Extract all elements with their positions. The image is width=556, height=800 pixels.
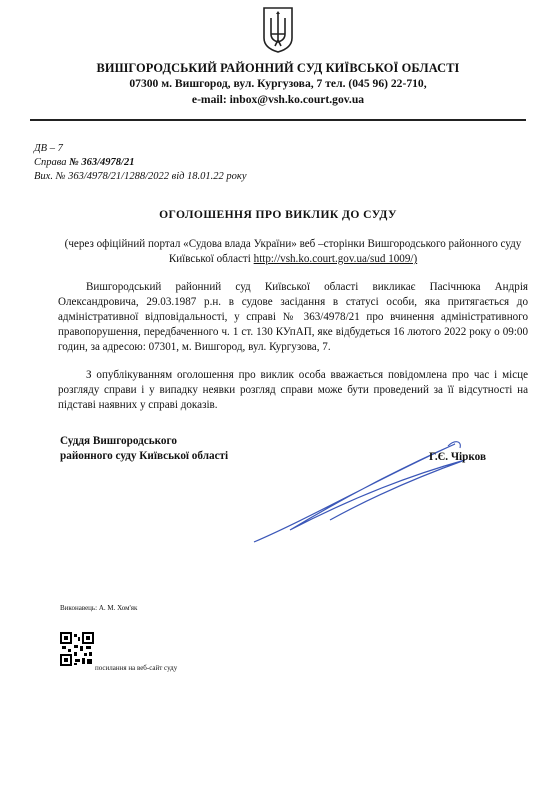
signature-title	[60, 434, 228, 464]
court-website-link[interactable]: http://vsh.ko.court.gov.ua/sud 1009/)	[253, 253, 418, 265]
case-number: № 363/4978/21	[69, 157, 135, 168]
notice-paragraph-2	[58, 368, 528, 413]
qr-caption: посилання на веб-сайт суду	[95, 664, 178, 672]
signature-title-line-1: Суддя Вишгородського	[60, 435, 177, 447]
case-prefix: Справа	[34, 157, 70, 168]
coat-of-arms-icon	[262, 6, 294, 54]
header-divider	[30, 119, 526, 121]
court-name: ВИШГОРОДСЬКИЙ РАЙОННИЙ СУД КИЇВСЬКОЇ ОБЛАСТІ	[96, 61, 460, 75]
qr-code-icon	[60, 632, 94, 666]
notice-paragraph-1	[58, 280, 528, 355]
court-email: e-mail: inbox@vsh.ko.court.gov.ua	[191, 93, 365, 106]
judge-name: Г.Є. Чірков	[429, 451, 487, 463]
notice-subtitle	[58, 237, 528, 267]
outgoing-number: Вих. № 363/4978/21/1288/2022 від 18.01.22 року	[34, 171, 247, 182]
paragraph-1-text: Вишгородський районний суд Київської області викликає Пасічнюка Андрія Олександровича, 29.03.1987 р.н. в судове засідання в статусі особи, яка притягається до адміністративної відповідальності, у справі № 363/4978/21 про вчинення адміністративного правопорушення, передбаченного ч. 1 ст. 130 КУпАП, яке відбудеться 16 лютого 2022 року о 09:00 годин, за адресою: 07301, м. Вишгород, вул. Кургузова, 7.	[58, 281, 528, 353]
court-address: 07300 м. Вишгород, вул. Кургузова, 7 тел. (045 96) 22-710,	[129, 77, 427, 90]
paragraph-2-text: З опублікуванням оголошення про виклик особа вважається повідомлена про час і місце розгляду справи і у випадку неявки розгляд справи може бути проведений за її відсутності на підставі наявних у справі доказів.	[58, 369, 528, 411]
signature-title-line-2: районного суду Київської області	[60, 450, 229, 462]
document-code: ДВ – 7	[34, 143, 63, 154]
subtitle-text: (через офіційний портал «Судова влада України» веб –сторінки Вишгородського районного суду Київської області	[64, 238, 522, 265]
case-line	[34, 156, 134, 170]
notice-title: ОГОЛОШЕННЯ ПРО ВИКЛИК ДО СУДУ	[159, 208, 397, 221]
executor-note: Виконавець: А. М. Хом'як	[60, 604, 138, 612]
